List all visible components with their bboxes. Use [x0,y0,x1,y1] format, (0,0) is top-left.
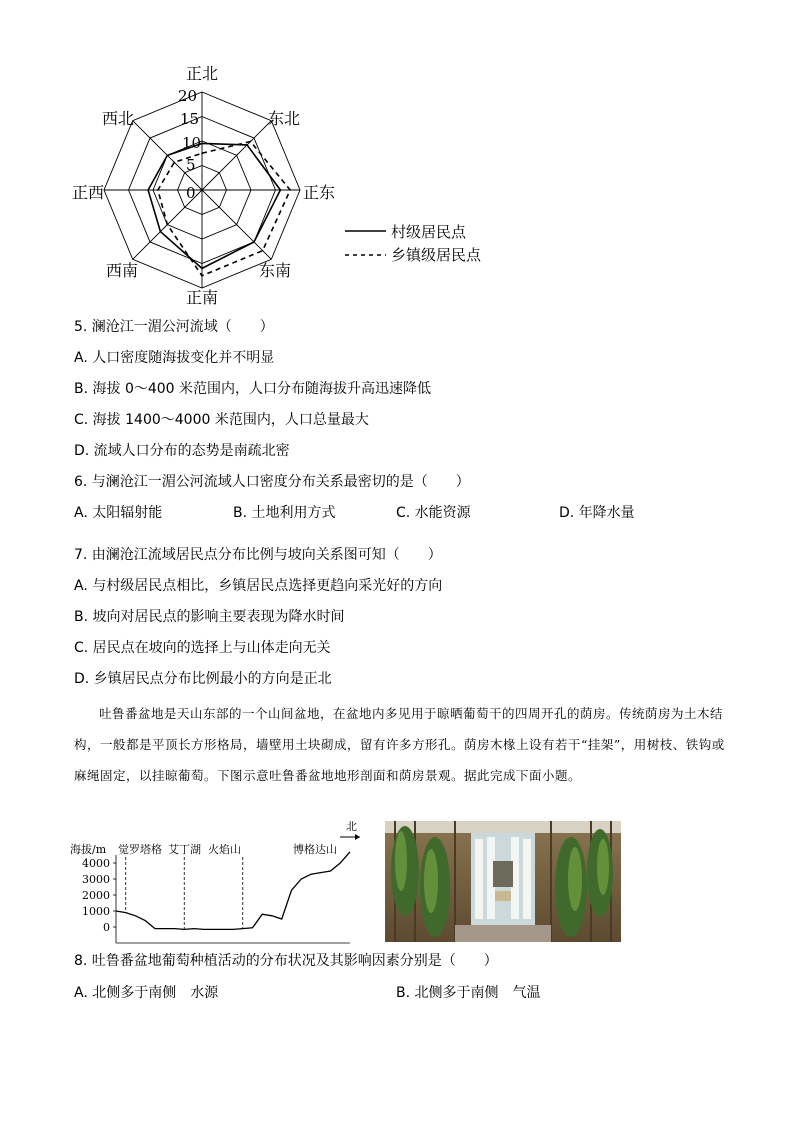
question-7-stem: 7. 由澜沧江流域居民点分布比例与坡向关系图可知（ ） [74,547,442,563]
dir-label-west: 正西 [72,183,105,202]
radar-tick-5: 5 [186,156,196,174]
terrain-profile-chart [60,815,370,950]
place-jueluotage: 觉罗塔格 [118,843,162,856]
dir-label-northwest: 西北 [102,109,135,128]
question-7-option-a[interactable]: A. 与村级居民点相比，乡镇居民点选择更趋向采光好的方向 [74,578,443,594]
legend-village: 村级居民点 [391,223,467,241]
profile-ytick-2000: 2000 [82,889,110,902]
place-aiding-lake: 艾丁湖 [168,843,201,856]
radar-point-0-3 [253,241,255,243]
question-6-stem: 6. 与澜沧江一湄公河流域人口密度分布关系最密切的是（ ） [74,474,470,490]
legend-town: 乡镇级居民点 [391,246,482,264]
radar-point-1-2 [289,189,291,191]
radar-point-0-6 [147,189,149,191]
question-8-stem: 8. 吐鲁番盆地葡萄种植活动的分布状况及其影响因素分别是（ ） [74,953,498,969]
profile-north-label: 北 [346,820,357,833]
place-huoyan-shan: 火焰山 [208,843,241,856]
radar-point-0-5 [160,231,162,233]
dir-label-north: 正北 [186,64,219,83]
north-arrow-head [355,834,360,840]
dir-label-northeast: 东北 [268,109,301,128]
radar-chart [0,0,520,310]
profile-ytick-1000: 1000 [82,905,110,918]
question-6-option-d[interactable]: D. 年降水量 [559,505,635,521]
question-6-option-b[interactable]: B. 土地利用方式 [233,505,336,521]
question-7-option-d[interactable]: D. 乡镇居民点分布比例最小的方向是正北 [74,671,332,687]
question-7-option-c[interactable]: C. 居民点在坡向的选择上与山体走向无关 [74,640,331,656]
profile-line [116,852,350,930]
question-5-option-b[interactable]: B. 海拔 0～400 米范围内，人口分布随海拔升高迅速降低 [74,381,432,397]
radar-point-1-7 [173,161,175,163]
radar-point-1-0 [201,152,203,154]
dir-label-southwest: 西南 [106,261,139,280]
question-8-option-a[interactable]: A. 北侧多于南侧 水源 [74,985,219,1001]
question-8-option-b[interactable]: B. 北侧多于南侧 气温 [396,985,541,1001]
radar-point-1-6 [157,189,159,191]
question-5-stem: 5. 澜沧江一湄公河流域（ ） [74,319,274,335]
radar-point-1-1 [250,141,252,143]
question-5-option-a[interactable]: A. 人口密度随海拔变化并不明显 [74,350,275,366]
question-5-option-c[interactable]: C. 海拔 1400～4000 米范围内，人口总量最大 [74,412,369,428]
profile-ylabel: 海拔/m [70,843,107,856]
profile-ytick-0: 0 [103,921,110,934]
dir-label-east: 正东 [303,183,336,202]
dir-label-southeast: 东南 [259,261,292,280]
radar-tick-10: 10 [182,134,202,152]
question-5-option-d[interactable]: D. 流域人口分布的态势是南疏北密 [74,443,290,459]
radar-tick-15: 15 [180,110,200,128]
radar-point-1-4 [201,275,203,277]
radar-tick-20: 20 [178,87,198,105]
drying-house-photo [385,821,621,942]
radar-point-0-4 [201,268,203,270]
question-7-option-b[interactable]: B. 坡向对居民点的影响主要表现为降水时间 [74,609,345,625]
dir-label-south: 正南 [186,288,219,307]
radar-point-0-2 [280,189,282,191]
question-6-option-a[interactable]: A. 太阳辐射能 [74,505,163,521]
radar-tick-0: 0 [186,184,196,202]
profile-marks [116,852,350,930]
radar-point-0-7 [167,155,169,157]
radar-point-1-3 [262,250,264,252]
profile-ytick-3000: 3000 [82,873,110,886]
radar-point-1-5 [167,224,169,226]
place-bogeda-shan: 博格达山 [293,843,337,856]
radar-point-0-0 [201,143,203,145]
passage-turpan: 吐鲁番盆地是天山东部的一个山间盆地，在盆地内多见用于晾晒葡萄干的四周开孔的荫房。传统荫房为土木结构，一般都是平顶长方形格局，墙壁用土块砌成，留有许多方形孔。荫房木椽上设有若干“挂架”，用树枝、铁钩或麻绳固定，以挂晾葡萄。下图示意吐鲁番盆地地形剖面和荫房景观。据此完成下面小题。 [74,706,725,783]
profile-ytick-4000: 4000 [82,857,110,870]
question-6-option-c[interactable]: C. 水能资源 [396,505,471,521]
radar-point-0-1 [246,144,248,146]
